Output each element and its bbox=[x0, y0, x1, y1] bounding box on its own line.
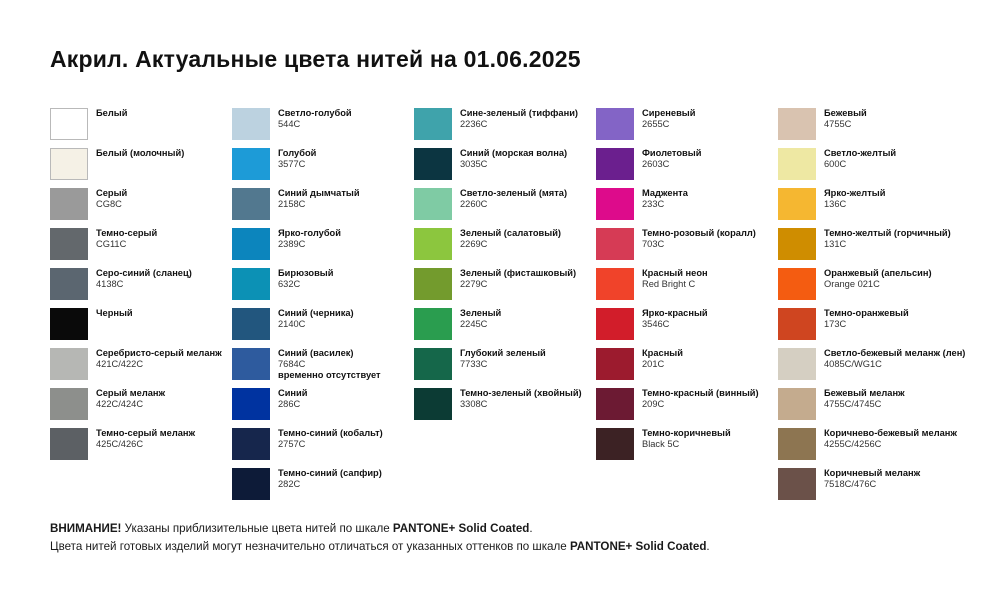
swatch-item[interactable] bbox=[596, 148, 778, 188]
swatch-columns bbox=[50, 108, 966, 508]
swatch-item[interactable] bbox=[232, 108, 414, 148]
color-swatch bbox=[232, 468, 270, 500]
swatch-name: Светло-голубой bbox=[278, 108, 352, 118]
swatch-code: 3035C bbox=[460, 158, 488, 169]
swatch-item[interactable] bbox=[596, 268, 778, 308]
swatch-item[interactable] bbox=[232, 308, 414, 348]
color-swatch bbox=[596, 228, 634, 260]
swatch-name: Бирюзовый bbox=[278, 268, 334, 278]
swatch-code: 2236C bbox=[460, 118, 488, 129]
swatch-item[interactable] bbox=[596, 348, 778, 388]
footer-line-1 bbox=[50, 520, 970, 538]
swatch-code: 131C bbox=[824, 238, 847, 249]
swatch-item[interactable] bbox=[596, 228, 778, 268]
color-swatch bbox=[414, 228, 452, 260]
swatch-name: Бежевый bbox=[824, 108, 867, 118]
color-swatch bbox=[50, 148, 88, 180]
swatch-item[interactable] bbox=[778, 148, 960, 188]
color-swatch bbox=[778, 228, 816, 260]
swatch-name: Темно-зеленый (хвойный) bbox=[460, 388, 582, 398]
swatch-code: 600C bbox=[824, 158, 847, 169]
swatch-name: Сине-зеленый (тиффани) bbox=[460, 108, 579, 118]
color-swatch bbox=[232, 428, 270, 460]
swatch-code: 7684C bbox=[278, 358, 306, 369]
swatch-code: 2245C bbox=[460, 318, 488, 329]
swatch-item[interactable] bbox=[414, 188, 596, 228]
swatch-code: 201C bbox=[642, 358, 665, 369]
swatch-item[interactable] bbox=[778, 228, 960, 268]
swatch-name: Серебристо-серый меланж bbox=[96, 348, 222, 358]
swatch-availability-note: временно отсутствует bbox=[278, 369, 381, 380]
swatch-name: Светло-желтый bbox=[824, 148, 897, 158]
swatch-name: Темно-синий (кобальт) bbox=[278, 428, 383, 438]
color-swatch bbox=[50, 228, 88, 260]
swatch-item[interactable] bbox=[232, 188, 414, 228]
swatch-code: 425C/426C bbox=[96, 438, 144, 449]
color-swatch bbox=[414, 108, 452, 140]
color-swatch bbox=[232, 228, 270, 260]
swatch-item[interactable] bbox=[414, 388, 596, 428]
color-swatch bbox=[778, 188, 816, 220]
color-swatch bbox=[778, 268, 816, 300]
footer-line-2 bbox=[50, 538, 970, 556]
swatch-item[interactable] bbox=[778, 268, 960, 308]
swatch-column-3 bbox=[414, 108, 596, 508]
swatch-name: Бежевый меланж bbox=[824, 388, 905, 398]
swatch-item[interactable] bbox=[778, 348, 966, 388]
swatch-code: Red Bright C bbox=[642, 278, 696, 289]
swatch-code: 2158C bbox=[278, 198, 306, 209]
swatch-item[interactable] bbox=[232, 148, 414, 188]
color-swatch bbox=[232, 188, 270, 220]
swatch-item[interactable] bbox=[50, 228, 232, 268]
color-swatch bbox=[232, 148, 270, 180]
swatch-item[interactable] bbox=[50, 108, 232, 148]
swatch-code: 209C bbox=[642, 398, 665, 409]
swatch-code: 136C bbox=[824, 198, 847, 209]
color-swatch bbox=[50, 428, 88, 460]
pantone-brand: PANTONE+ Solid Coated bbox=[392, 522, 530, 535]
swatch-column-5 bbox=[778, 108, 966, 508]
swatch-column-1 bbox=[50, 108, 232, 508]
swatch-item[interactable] bbox=[778, 108, 960, 148]
color-swatch bbox=[596, 348, 634, 380]
footer-line-2-suffix: . bbox=[706, 539, 710, 553]
swatch-code: 7733C bbox=[460, 358, 488, 369]
color-swatch bbox=[778, 108, 816, 140]
swatch-name: Зеленый (фисташковый) bbox=[460, 268, 577, 278]
swatch-name: Синий (черника) bbox=[278, 308, 354, 318]
swatch-column-2 bbox=[232, 108, 414, 508]
swatch-name: Ярко-красный bbox=[642, 308, 708, 318]
swatch-name: Серо-синий (сланец) bbox=[96, 268, 192, 278]
color-swatch bbox=[596, 148, 634, 180]
swatch-name: Ярко-желтый bbox=[824, 188, 886, 198]
swatch-code: 421C/422C bbox=[96, 358, 144, 369]
color-swatch bbox=[596, 268, 634, 300]
swatch-item[interactable] bbox=[414, 308, 596, 348]
swatch-name: Светло-бежевый меланж (лен) bbox=[824, 348, 966, 358]
swatch-name: Глубокий зеленый bbox=[460, 348, 546, 358]
swatch-code: 2389C bbox=[278, 238, 306, 249]
footer-line-1-text: Указаны приблизительные цвета нитей по шкале bbox=[121, 522, 393, 535]
color-swatch bbox=[50, 388, 88, 420]
color-swatch bbox=[414, 388, 452, 420]
swatch-column-4 bbox=[596, 108, 778, 508]
color-swatch bbox=[778, 388, 816, 420]
swatch-item[interactable] bbox=[232, 388, 414, 428]
swatch-name: Голубой bbox=[278, 148, 317, 158]
swatch-code: 7518C/476C bbox=[824, 478, 877, 489]
pantone-brand: PANTONE+ Solid Coated bbox=[569, 539, 707, 553]
color-swatch bbox=[414, 268, 452, 300]
swatch-item[interactable] bbox=[414, 108, 596, 148]
swatch-code: 173C bbox=[824, 318, 847, 329]
footer-line-1-suffix: . bbox=[529, 522, 533, 535]
footer-note bbox=[50, 520, 970, 556]
swatch-name: Синий дымчатый bbox=[278, 188, 360, 198]
swatch-item[interactable] bbox=[778, 468, 960, 508]
swatch-name: Темно-розовый (коралл) bbox=[642, 228, 756, 238]
swatch-name: Темно-серый bbox=[96, 228, 158, 238]
swatch-item[interactable] bbox=[50, 388, 232, 428]
swatch-name: Белый bbox=[96, 108, 128, 118]
footer-line-2-text: Цвета нитей готовых изделий могут незначительно отличаться от указанных оттенков по шкале bbox=[50, 539, 570, 553]
swatch-code: 282C bbox=[278, 478, 301, 489]
swatch-item[interactable] bbox=[596, 388, 778, 428]
swatch-code: 233C bbox=[642, 198, 665, 209]
swatch-name: Светло-зеленый (мята) bbox=[460, 188, 568, 198]
swatch-code: 4755C/4745C bbox=[824, 398, 882, 409]
swatch-name: Зеленый bbox=[460, 308, 502, 318]
swatch-item[interactable] bbox=[50, 268, 232, 308]
color-swatch bbox=[414, 308, 452, 340]
swatch-name: Красный неон bbox=[642, 268, 708, 278]
swatch-item[interactable] bbox=[596, 428, 778, 468]
swatch-name: Темно-красный (винный) bbox=[642, 388, 759, 398]
swatch-item[interactable] bbox=[778, 188, 960, 228]
swatch-code: 2757C bbox=[278, 438, 306, 449]
swatch-code: Black 5C bbox=[642, 438, 680, 449]
swatch-code: 2279C bbox=[460, 278, 488, 289]
color-swatch bbox=[232, 268, 270, 300]
swatch-code: 2269C bbox=[460, 238, 488, 249]
swatch-name: Зеленый (салатовый) bbox=[460, 228, 562, 238]
swatch-name: Коричнево-бежевый меланж bbox=[824, 428, 958, 438]
swatch-code: 4255C/4256C bbox=[824, 438, 882, 449]
swatch-name: Синий (василек) bbox=[278, 348, 354, 358]
color-swatch bbox=[596, 188, 634, 220]
swatch-name: Ярко-голубой bbox=[278, 228, 341, 238]
color-swatch bbox=[50, 348, 88, 380]
color-swatch bbox=[596, 108, 634, 140]
swatch-item[interactable] bbox=[414, 228, 596, 268]
swatch-code: 286C bbox=[278, 398, 301, 409]
swatch-code: 2260C bbox=[460, 198, 488, 209]
swatch-item[interactable] bbox=[414, 148, 596, 188]
swatch-name: Темно-желтый (горчичный) bbox=[824, 228, 951, 238]
swatch-code: 703C bbox=[642, 238, 665, 249]
swatch-code: CG11C bbox=[96, 238, 127, 249]
swatch-code: Orange 021C bbox=[824, 278, 880, 289]
swatch-name: Красный bbox=[642, 348, 683, 358]
color-swatch bbox=[778, 348, 816, 380]
swatch-code: 3308C bbox=[460, 398, 488, 409]
swatch-code: 422C/424C bbox=[96, 398, 144, 409]
swatch-item[interactable] bbox=[596, 188, 778, 228]
swatch-code: 2140C bbox=[278, 318, 306, 329]
swatch-name: Темно-коричневый bbox=[642, 428, 731, 438]
swatch-code: 632C bbox=[278, 278, 301, 289]
color-swatch bbox=[50, 108, 88, 140]
swatch-item[interactable] bbox=[50, 348, 232, 388]
color-swatch bbox=[232, 388, 270, 420]
swatch-name: Серый bbox=[96, 188, 128, 198]
page-title: Акрил. Актуальные цвета нитей на 01.06.2025 bbox=[50, 46, 581, 72]
color-swatch bbox=[50, 188, 88, 220]
swatch-code: 544C bbox=[278, 118, 301, 129]
swatch-item[interactable] bbox=[596, 308, 778, 348]
swatch-code: 4085C/WG1C bbox=[824, 358, 882, 369]
color-swatch bbox=[232, 108, 270, 140]
swatch-name: Темно-серый меланж bbox=[96, 428, 196, 438]
swatch-item[interactable] bbox=[50, 428, 232, 468]
swatch-item[interactable] bbox=[232, 268, 414, 308]
color-swatch bbox=[232, 308, 270, 340]
swatch-item[interactable] bbox=[50, 188, 232, 228]
swatch-name: Сиреневый bbox=[642, 108, 696, 118]
color-swatch bbox=[778, 428, 816, 460]
swatch-name: Оранжевый (апельсин) bbox=[824, 268, 932, 278]
color-swatch bbox=[596, 308, 634, 340]
swatch-name: Черный bbox=[96, 308, 133, 318]
swatch-item[interactable] bbox=[232, 468, 414, 508]
swatch-name: Синий bbox=[278, 388, 308, 398]
swatch-name: Темно-оранжевый bbox=[824, 308, 909, 318]
color-swatch bbox=[778, 148, 816, 180]
swatch-item[interactable] bbox=[778, 428, 960, 468]
color-swatch bbox=[414, 188, 452, 220]
swatch-name: Маджента bbox=[642, 188, 688, 198]
color-swatch bbox=[778, 308, 816, 340]
swatch-code: 2603C bbox=[642, 158, 670, 169]
swatch-item[interactable] bbox=[778, 308, 960, 348]
swatch-name: Белый (молочный) bbox=[96, 148, 185, 158]
swatch-item[interactable] bbox=[232, 228, 414, 268]
attention-label: ВНИМАНИЕ! bbox=[50, 522, 122, 535]
swatch-item[interactable] bbox=[596, 108, 778, 148]
swatch-code: 2655C bbox=[642, 118, 670, 129]
color-swatch bbox=[596, 428, 634, 460]
swatch-item[interactable] bbox=[232, 428, 414, 468]
swatch-item[interactable] bbox=[778, 388, 960, 428]
color-swatch bbox=[50, 308, 88, 340]
swatch-code: 4138C bbox=[96, 278, 124, 289]
color-swatch bbox=[778, 468, 816, 500]
swatch-item[interactable] bbox=[414, 348, 596, 388]
swatch-code: 3546C bbox=[642, 318, 670, 329]
swatch-item[interactable] bbox=[50, 148, 232, 188]
swatch-name: Темно-синий (сапфир) bbox=[278, 468, 382, 478]
swatch-code: 3577C bbox=[278, 158, 306, 169]
swatch-name: Коричневый меланж bbox=[824, 468, 921, 478]
color-swatch bbox=[50, 268, 88, 300]
swatch-item[interactable] bbox=[232, 348, 414, 388]
color-swatch bbox=[414, 348, 452, 380]
swatch-name: Синий (морская волна) bbox=[460, 148, 568, 158]
color-swatch bbox=[232, 348, 270, 380]
color-swatch bbox=[596, 388, 634, 420]
swatch-item[interactable] bbox=[50, 308, 232, 348]
swatch-code: 4755C bbox=[824, 118, 852, 129]
swatch-item[interactable] bbox=[414, 268, 596, 308]
color-swatch bbox=[414, 148, 452, 180]
swatch-name: Серый меланж bbox=[96, 388, 166, 398]
swatch-name: Фиолетовый bbox=[642, 148, 702, 158]
swatch-code: CG8C bbox=[96, 198, 122, 209]
